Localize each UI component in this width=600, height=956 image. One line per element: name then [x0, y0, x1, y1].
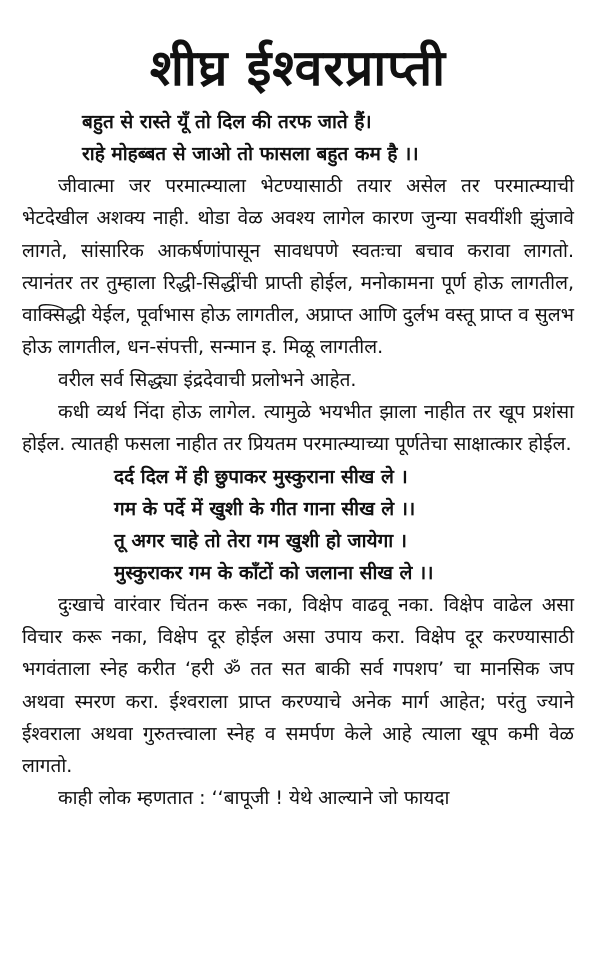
- poem-line: गम के पर्दे में खुशी के गीत गाना सीख ले ।।: [114, 497, 416, 520]
- poem-line: मुस्कुराकर गम के काँटों को जलाना सीख ले ।।: [114, 561, 434, 584]
- body-paragraph: वरील सर्व सिद्ध्या इंद्रदेवाची प्रलोभने आहेत.: [58, 368, 357, 391]
- poem-block: [22, 461, 574, 589]
- couplet-line: राहे मोहब्बत से जाओ तो फासला बहुत कम है ।।: [82, 143, 419, 165]
- body-paragraph: कधी व्यर्थ निंदा होऊ लागेल. त्यामुळे भयभीत झाला नाहीत तर खूप प्रशंसा होईल. त्यातही फसला नाहीत तर प्रियतम परमात्म्याच्या पूर्णतेचा साक्षात्कार होईल.: [22, 401, 574, 456]
- body-paragraph: काही लोक म्हणतात : ‘‘बापूजी ! येथे आल्याने जो फायदा: [58, 787, 450, 810]
- couplet-line: बहुत से रास्ते यूँ तो दिल की तरफ जाते हैं।: [82, 111, 372, 133]
- body-paragraph: जीवात्मा जर परमात्म्याला भेटण्यासाठी तयार असेल तर परमात्म्याची भेटदेखील अशक्य नाही. थोडा वेळ अवश्य लागेल कारण जुन्या सवयींशी झुंजावे लागते, सांसारिक आकर्षणांपासून सावधपणे स्वतःचा बचाव करावा लागतो. त्यानंतर तर तुम्हाला रिद्धी-सिद्धींची प्राप्ती होईल, मनोकामना पूर्ण होऊ लागतील, वाक्सिद्धी येईल, पूर्वाभास होऊ लागतील, अप्राप्त आणि दुर्लभ वस्तू प्राप्त व सुलभ होऊ लागतील, धन-संपत्ती, सन्मान इ. मिळू लागतील.: [22, 175, 574, 359]
- poem-line: तू अगर चाहे तो तेरा गम खुशी हो जायेगा ।: [114, 529, 408, 552]
- poem-line: दर्द दिल में ही छुपाकर मुस्कुराना सीख ले ।: [114, 465, 408, 488]
- page-title: शीघ्र ईश्वरप्राप्ती: [149, 39, 447, 97]
- body-paragraph: दुःखाचे वारंवार चिंतन करू नका, विक्षेप वाढवू नका. विक्षेप वाढेल असा विचार करू नका, विक्षेप दूर होईल असा उपाय करा. विक्षेप दूर करण्यासाठी भगवंताला स्नेह करीत ‘हरी ॐ तत सत बाकी सर्व गपशप’ चा मानसिक जप अथवा स्मरण करा. ईश्वराला प्राप्त करण्याचे अनेक मार्ग आहेत; परंतु ज्याने ईश्वराला अथवा गुरुतत्त्वाला स्नेह व समर्पण केले आहे त्याला खूप कमी वेळ लागतो.: [22, 593, 574, 778]
- opening-couplet: [22, 106, 574, 170]
